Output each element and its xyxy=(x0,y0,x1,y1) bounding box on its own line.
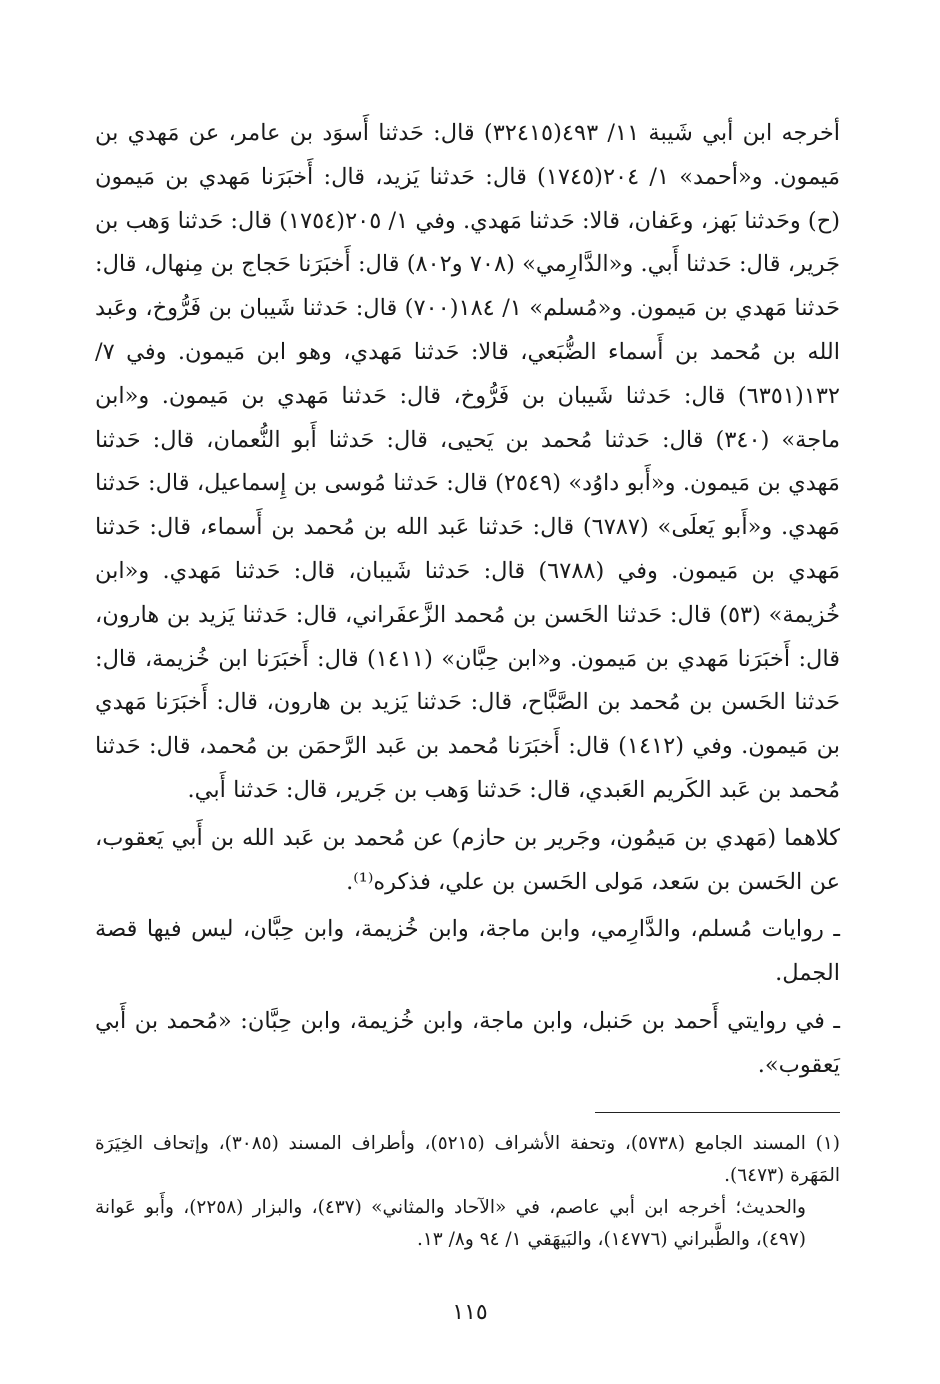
footnote-1-continuation: والحديث؛ أخرجه ابن أبي عاصم، في «الآحاد والمثاني» (٤٣٧)، والبزار (٢٢٥٨)، وأَبو عَوانة (٤٩٧)، والطَّبراني (١٤٧٧٦)، والبَيهَقي ١/ ٩٤ و٨/ ١٣. xyxy=(95,1197,806,1250)
footnote-1: (١) المسند الجامع (٥٧٣٨)، وتحفة الأشراف (٥٢١٥)، وأطراف المسند (٣٠٨٥)، وإتحاف الخِيَرَة المَهَرة (٦٤٧٣). xyxy=(95,1133,840,1186)
main-text xyxy=(95,112,840,1088)
paragraph-isnad: أخرجه ابن أبي شَيبة ١١/ ٤٩٣(٣٢٤١٥) قال: حَدثنا أَسوَد بن عامر، عن مَهدي بن مَيمون. و«أحمد» ١/ ٢٠٤(١٧٤٥) قال: حَدثنا يَزيد، قال: أَخبَرَنا مَهدي بن مَيمون (ح) وحَدثنا بَهز، وعَفان، قالا: حَدثنا مَهدي. وفي ١/ ٢٠٥(١٧٥٤) قال: حَدثنا وَهب بن جَرير، قال: حَدثنا أَبي. و«الدَّارِمي» (٧٠٨ و٨٠٢) قال: أَخبَرَنا حَجاج بن مِنهال، قال: حَدثنا مَهدي بن مَيمون. و«مُسلم» ١/ ١٨٤(٧٠٠) قال: حَدثنا شَيبان بن فَرُّوخ، وعَبد الله بن مُحمد بن أَسماء الضُّبَعي، قالا: حَدثنا مَهدي، وهو ابن مَيمون. وفي ٧/ ١٣٢(٦٣٥١) قال: حَدثنا شَيبان بن فَرُّوخ، قال: حَدثنا مَهدي بن مَيمون. و«ابن ماجة» (٣٤٠) قال: حَدثنا مُحمد بن يَحيى، قال: حَدثنا أَبو النُّعمان، قال: حَدثنا مَهدي بن مَيمون. و«أَبو داوُد» (٢٥٤٩) قال: حَدثنا مُوسى بن إِسماعيل، قال: حَدثنا مَهدي. و«أَبو يَعلَى» (٦٧٨٧) قال: حَدثنا عَبد الله بن مُحمد بن أَسماء، قال: حَدثنا مَهدي بن مَيمون. وفي (٦٧٨٨) قال: حَدثنا شَيبان، قال: حَدثنا مَهدي. و«ابن خُزيمة» (٥٣) قال: حَدثنا الحَسن بن مُحمد الزَّعفَراني، قال: حَدثنا يَزيد بن هارون، قال: أَخبَرَنا مَهدي بن مَيمون. و«ابن حِبَّان» (١٤١١) قال: أَخبَرَنا ابن خُزيمة، قال: حَدثنا الحَسن بن مُحمد بن الصَّبَّاح، قال: حَدثنا يَزيد بن هارون، قال: أَخبَرَنا مَهدي بن مَيمون. وفي (١٤١٢) قال: أَخبَرَنا مُحمد بن عَبد الرَّحمَن بن مُحمد، قال: حَدثنا مُحمد بن عَبد الكَريم العَبدي، قال: حَدثنا وَهب بن جَرير، قال: حَدثنا أَبي. xyxy=(95,120,841,803)
paragraph-note-riwayatay: ـ في روايتي أَحمد بن حَنبل، وابن ماجة، وابن خُزيمة، وابن حِبَّان: «مُحمد بن أَبي يَعقوب». xyxy=(95,1007,840,1078)
page-number: ١١٥ xyxy=(452,1300,488,1325)
paragraph-note-riwayat: ـ روايات مُسلم، والدَّارِمي، وابن ماجة، وابن خُزيمة، وابن حِبَّان، ليس فيها قصة الجمل. xyxy=(95,916,840,987)
paragraph-kilahuma: كلاهما (مَهدي بن مَيمُون، وجَرير بن حازم) عن مُحمد بن عَبد الله بن أَبي يَعقوب، عن الحَسن بن سَعد، مَولى الحَسن بن علي، فذكره⁽¹⁾. xyxy=(95,824,840,895)
footnote-separator xyxy=(595,1112,840,1113)
footnotes xyxy=(95,1128,840,1256)
